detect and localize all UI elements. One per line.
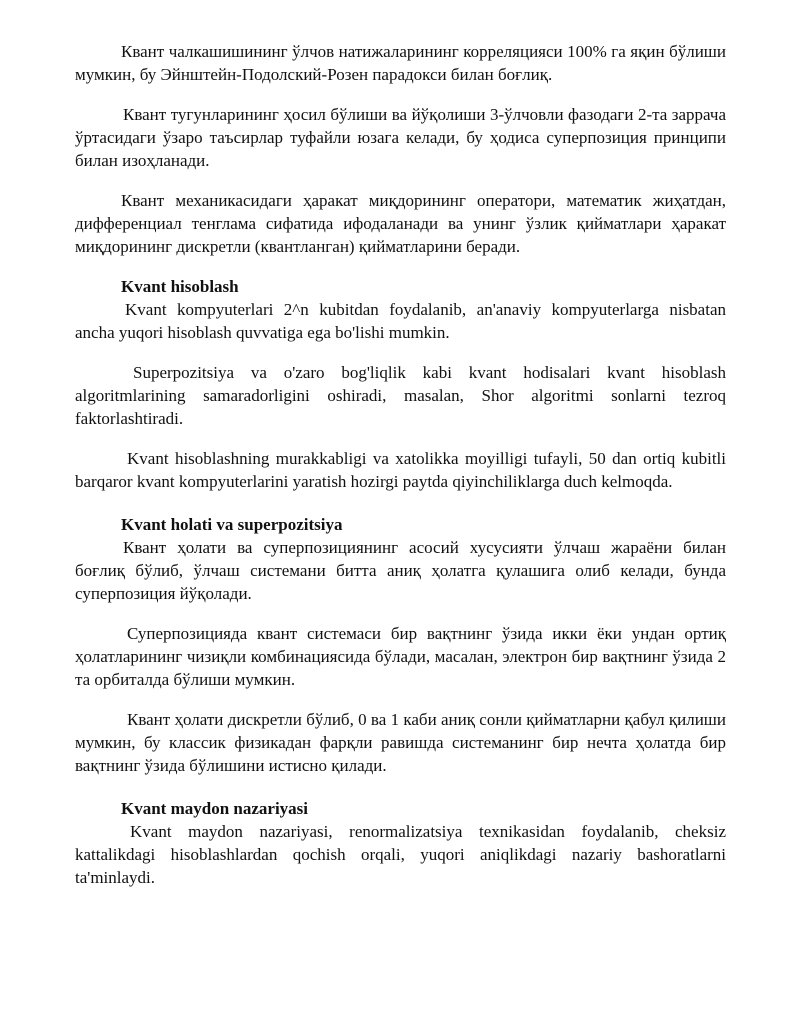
section-heading: Kvant maydon nazariyasi — [121, 799, 309, 818]
section-paragraph: Квант ҳолати ва суперпозициянинг асосий хусусияти ўлчаш жараёни билан боғлиқ бўлиб, ўлчаш системани битта аниқ ҳолатга қулашига олиб келади, бунда суперпозиция йўқолади. — [75, 538, 726, 603]
section-kvant-holati — [75, 513, 726, 777]
section-heading: Kvant hisoblash — [121, 277, 239, 296]
section-kvant-maydon — [75, 797, 726, 889]
section-paragraph: Kvant kompyuterlari 2^n kubitdan foydalanib, an'anaviy kompyuterlarga nisbatan ancha yuqori hisoblash quvvatiga ega bo'lishi mumkin. — [75, 300, 726, 342]
section-paragraph: Kvant maydon nazariyasi, renormalizatsiya texnikasidan foydalanib, cheksiz kattalikdagi hisoblashlardan qochish orqali, yuqori aniqlikdagi nazariy bashoratlarni ta'minlaydi. — [75, 822, 726, 887]
document-page — [75, 40, 726, 906]
intro-paragraph-3: Квант механикасидаги ҳаракат миқдорининг оператори, математик жиҳатдан, дифференциал тенглама сифатида ифодаланади ва унинг ўзлик қийматлари ҳаракат миқдорининг дискретли (квантланган) қийматларини беради. — [75, 191, 726, 256]
section-kvant-hisoblash — [75, 275, 726, 493]
section-paragraph: Kvant hisoblashning murakkabligi va xatolikka moyilligi tufayli, 50 dan ortiq kubitli barqaror kvant kompyuterlarini yaratish hozirgi paytda qiyinchiliklarga duch kelmoqda. — [75, 449, 726, 491]
section-heading: Kvant holati va superpozitsiya — [121, 515, 343, 534]
section-paragraph: Superpozitsiya va o'zaro bog'liqlik kabi kvant hodisalari kvant hisoblash algoritmlarining samaradorligini oshiradi, masalan, Shor algoritmi sonlarni tezroq faktorlashtiradi. — [75, 363, 726, 428]
section-paragraph: Квант ҳолати дискретли бўлиб, 0 ва 1 каби аниқ сонли қийматларни қабул қилиши мумкин, бу классик физикадан фарқли равишда системанинг бир нечта ҳолатда бир вақтнинг ўзида бўлишини истисно қилади. — [75, 710, 726, 775]
intro-paragraph-1: Квант чалкашишининг ўлчов натижаларининг корреляцияси 100% га яқин бўлиши мумкин, бу Эйнштейн-Подолский-Розен парадокси билан боғлиқ. — [75, 42, 726, 84]
intro-paragraph-2: Квант тугунларининг ҳосил бўлиши ва йўқолиши 3-ўлчовли фазодаги 2-та заррача ўртасидаги ўзаро таъсирлар туфайли юзага келади, бу ҳодиса суперпозиция принципи билан изоҳланади. — [75, 105, 726, 170]
section-paragraph: Суперпозицияда квант системаси бир вақтнинг ўзида икки ёки ундан ортиқ ҳолатларининг чизиқли комбинациясида бўлади, масалан, электрон бир вақтнинг ўзида 2 та орбиталда бўлиши мумкин. — [75, 624, 726, 689]
